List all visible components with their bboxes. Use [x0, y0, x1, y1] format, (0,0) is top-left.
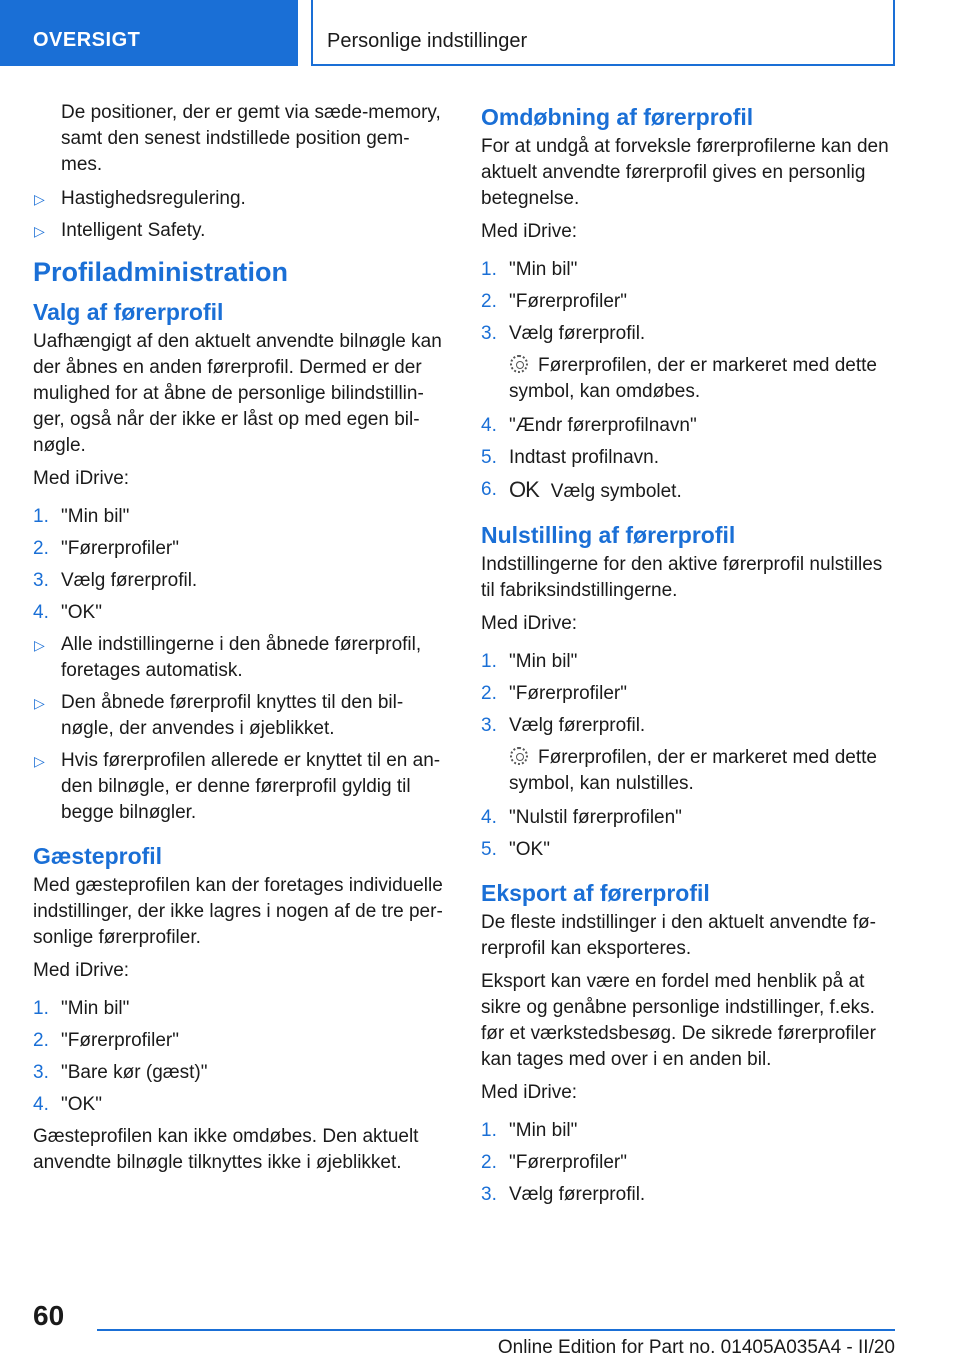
- paragraph: Uafhængigt af den aktuelt anvendte bilnøgle kan der åbnes en anden førerprofil. Dermed er der mulighed for at åbne de personlige bilindstillin-ger, også når der ikke er låst op med egen bil-nøgle.: [33, 331, 442, 456]
- step-item: 1. "Min bil": [33, 998, 130, 1019]
- gear-icon: [510, 355, 528, 373]
- right-column: [481, 100, 896, 1214]
- triangle-bullet-icon: ▷: [34, 223, 45, 239]
- step-item: 4. "Ændr førerprofilnavn": [481, 415, 697, 436]
- step-item: 4. "Nulstil førerprofilen": [481, 807, 682, 828]
- paragraph: For at undgå at forveksle førerprofilerne kan den aktuelt anvendte førerprofil gives en personlig betegnelse.: [481, 136, 889, 209]
- paragraph: Eksport kan være en fordel med henblik på at sikre og genåbne personlige indstillinger, f.eks. før et værkstedsbesøg. De sikrede førerprofiler kan tages med over i en anden bil.: [481, 971, 876, 1070]
- left-column: [33, 100, 448, 1183]
- step-item: 3. Vælg førerprofil.: [481, 715, 646, 736]
- ok-icon: OK: [509, 477, 539, 502]
- step-item: 5. "OK": [481, 839, 550, 860]
- list-item: ▷ Intelligent Safety.: [33, 218, 448, 244]
- footer-edition: Online Edition for Part no. 01405A035A4 - II/20: [497, 1337, 895, 1358]
- step-item: 1. "Min bil": [481, 1120, 578, 1141]
- step-item: 3. Vælg førerprofil.: [481, 1184, 646, 1205]
- step-item: 5. Indtast profilnavn.: [481, 447, 659, 468]
- list-item: ▷ Hvis førerprofilen allerede er knyttet til en an-den bilnøgle, er denne førerprofil gyldig til begge bilnøgler.: [34, 750, 441, 823]
- paragraph: Med iDrive:: [481, 1082, 578, 1103]
- subsection-heading: Valg af førerprofil: [33, 299, 224, 325]
- step-item: 6. OK Vælg symbolet.: [481, 477, 682, 502]
- paragraph: Med iDrive:: [481, 613, 578, 634]
- list-item: ▷ Den åbnede førerprofil knyttes til den bil-nøgle, der anvendes i øjeblikket.: [34, 692, 404, 739]
- triangle-bullet-icon: ▷: [34, 753, 45, 769]
- intro-text: De positioner, der er gemt via sæde-memory, samt den senest indstillede position gem-mes.: [61, 102, 441, 175]
- footer-divider: [97, 1329, 895, 1331]
- step-item: 2. "Førerprofiler": [481, 291, 627, 312]
- paragraph: Med iDrive:: [481, 221, 578, 242]
- step-note: Førerprofilen, der er markeret med dette symbol, kan omdøbes.: [509, 355, 877, 402]
- step-item: 3. "Bare kør (gæst)": [33, 1062, 208, 1083]
- section-heading: Profiladministration: [33, 257, 289, 287]
- step-item: 3. Vælg førerprofil.: [481, 323, 646, 344]
- step-item: 1. "Min bil": [481, 651, 578, 672]
- step-item: 1. "Min bil": [33, 506, 130, 527]
- paragraph: De fleste indstillinger i den aktuelt anvendte fø-rerprofil kan eksporteres.: [481, 912, 876, 959]
- step-item: 1. "Min bil": [481, 259, 578, 280]
- step-item: 2. "Førerprofiler": [33, 1030, 179, 1051]
- page-number: 60: [33, 1300, 65, 1331]
- subsection-heading: Omdøbning af førerprofil: [481, 104, 754, 130]
- list-item: ▷ Alle indstillingerne i den åbnede førerprofil, foretages automatisk.: [34, 634, 422, 681]
- step-item: 2. "Førerprofiler": [481, 683, 627, 704]
- list-item: ▷ Hastighedsregulering.: [33, 186, 448, 212]
- step-item: 4. "OK": [33, 602, 102, 623]
- page-header-title: Personlige indstillinger: [327, 30, 528, 52]
- triangle-bullet-icon: ▷: [34, 637, 45, 653]
- step-item: 2. "Førerprofiler": [481, 1152, 627, 1173]
- section-tab-label: OVERSIGT: [33, 29, 141, 51]
- paragraph: Indstillingerne for den aktive førerprofil nulstilles til fabriksindstillingerne.: [481, 554, 883, 601]
- subsection-heading: Nulstilling af førerprofil: [481, 522, 736, 548]
- gear-icon: [510, 747, 528, 765]
- paragraph: Med iDrive:: [33, 468, 130, 489]
- triangle-bullet-icon: ▷: [34, 695, 45, 711]
- page-header: [311, 0, 895, 66]
- triangle-bullet-icon: ▷: [34, 191, 45, 207]
- section-tab: [0, 0, 298, 66]
- step-note: Førerprofilen, der er markeret med dette symbol, kan nulstilles.: [509, 747, 877, 794]
- paragraph: Gæsteprofilen kan ikke omdøbes. Den aktuelt anvendte bilnøgle tilknyttes ikke i øjeblikket.: [33, 1126, 419, 1173]
- step-item: 4. "OK": [33, 1094, 102, 1115]
- paragraph: Med iDrive:: [33, 960, 130, 981]
- subsection-heading: Eksport af førerprofil: [481, 880, 710, 906]
- paragraph: Med gæsteprofilen kan der foretages individuelle indstillinger, der ikke lagres i nogen af de tre per-sonlige førerprofiler.: [33, 875, 443, 948]
- step-item: 2. "Førerprofiler": [33, 538, 179, 559]
- subsection-heading: Gæsteprofil: [33, 843, 163, 869]
- step-item: 3. Vælg førerprofil.: [33, 570, 198, 591]
